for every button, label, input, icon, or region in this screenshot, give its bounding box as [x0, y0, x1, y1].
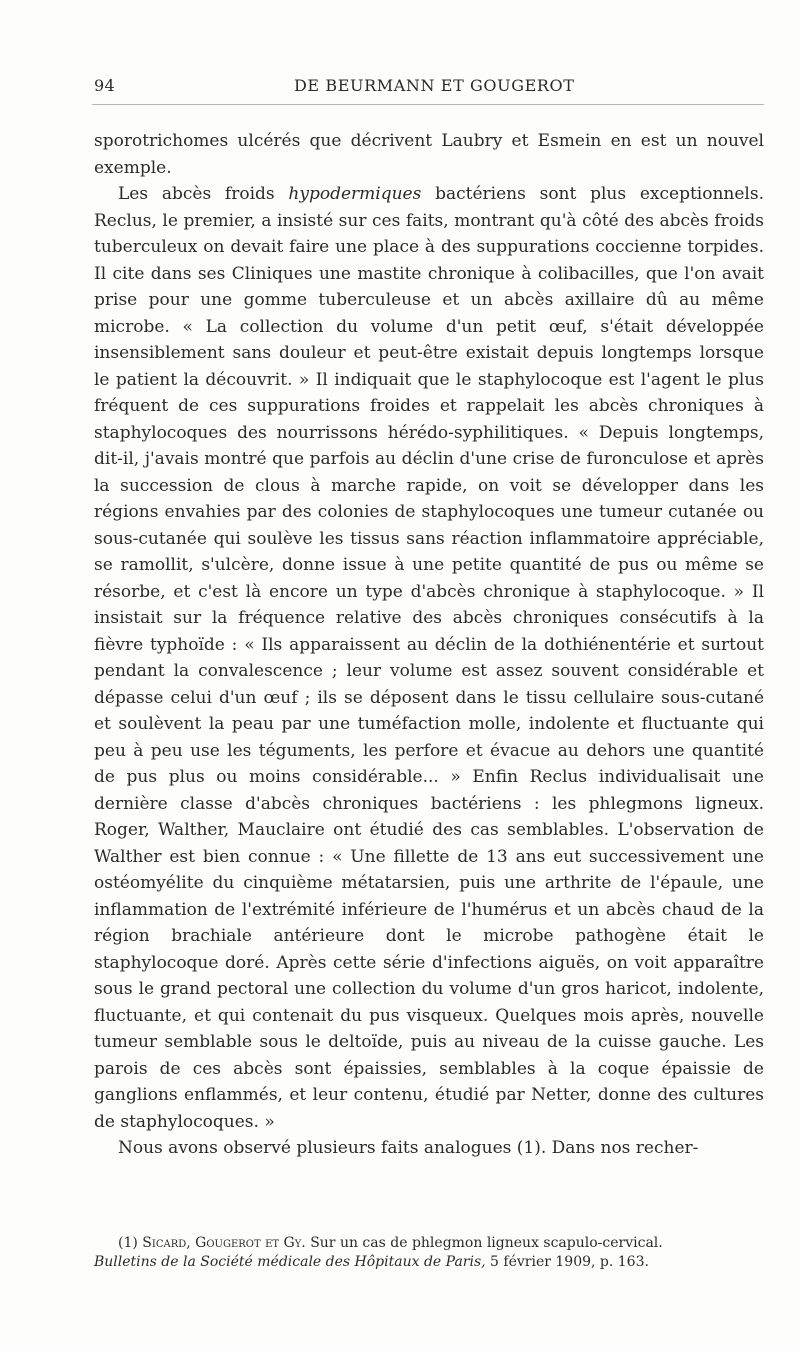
paragraph-3: Nous avons observé plusieurs faits analogues (1). Dans nos recher-	[118, 1138, 699, 1158]
running-head	[94, 76, 764, 102]
page-number: 94	[94, 76, 115, 95]
footnote-authors: Sicard, Gougerot et Gy.	[142, 1235, 306, 1251]
paragraph-2-rest: bactériens sont plus exceptionnels. Reclus, le premier, a insisté sur ces faits, montrant qu'à côté des abcès froids tuberculeux on devait faire une place à des suppurations coccienne torpides. Il cite dans ses Cliniques une mastite chronique à colibacilles, que l'on avait prise pour une gomme tuberculeuse et un abcès axillaire dû au même microbe. « La collection du volume d'un petit œuf, s'était développée insensiblement sans douleur et peut-être existait depuis longtemps lorsque le patient la découvrit. » Il indiquait que le staphylocoque est l'agent le plus fréquent de ces suppurations froides et rappelait les abcès chroniques à staphylocoques des nourrissons hérédo-syphilitiques. « Depuis longtemps, dit-il, j'avais montré que parfois au déclin d'une crise de furonculose et après la succession de clous à marche rapide, on voit se développer dans les régions envahies par des colonies de staphylocoques une tumeur cutanée ou sous-cutanée qui soulève les tissus sans réaction inflammatoire appréciable, se ramollit, s'ulcère, donne issue à une petite quantité de pus ou même se résorbe, et c'est là encore un type d'abcès chronique à staphylocoque. » Il insistait sur la fréquence relative des abcès chroniques consécutifs à la fièvre typhoïde : « Ils apparaissent au déclin de la dothiénentérie et surtout pendant la convalescence ; leur volume est assez souvent considérable et dépasse celui d'un œuf ; ils se déposent dans le tissu cellulaire sous-cutané et soulèvent la peau par une tuméfaction molle, indolente et fluctuante qui peu à peu use les téguments, les perfore et évacue au dehors une quantité de pus plus ou moins considérable... » Enfin Reclus individualisait une dernière classe d'abcès chroniques bactériens : les phlegmons ligneux. Roger, Walther, Mauclaire ont étudié des cas semblables. L'observation de Walther est bien connue : « Une fillette de 13 ans eut successivement une ostéomyélite du cinquième métatarsien, puis une arthrite de l'épaule, une inflammation de l'extrémité inférieure de l'humérus et un abcès chaud de la région brachiale antérieure dont le microbe pathogène était le staphylocoque doré. Après cette série d'infections aiguës, on voit apparaître sous le grand pectoral une collection du volume d'un gros haricot, indolente, fluctuante, et qui contenait du pus visqueux. Quelques mois après, nouvelle tumeur semblable sous le deltoïde, puis au niveau de la cuisse gauche. Les parois de ces abcès sont épaissies, semblables à la coque épaissie de ganglions enflammés, et leur contenu, étudié par Netter, donne des cultures de staphylocoques. »	[94, 184, 764, 1132]
footnote-marker: (1)	[118, 1235, 143, 1251]
footnote-entry	[94, 1234, 764, 1272]
body-text	[94, 128, 764, 1162]
footnote-journal: Bulletins de la Société médicale des Hôpitaux de Paris,	[94, 1254, 486, 1270]
running-title: DE BEURMANN ET GOUGEROT	[294, 76, 575, 95]
italic-term: hypodermiques	[288, 184, 422, 204]
footnote-text: Sur un cas de phlegmon ligneux scapulo-cervical.	[305, 1235, 663, 1251]
paragraph-2	[94, 181, 764, 1135]
footnote-citation: 5 février 1909, p. 163.	[485, 1254, 649, 1270]
paragraph-2-start: Les abcès froids	[118, 184, 289, 204]
header-rule	[92, 104, 764, 105]
paragraph-1: sporotrichomes ulcérés que décrivent Laubry et Esmein en est un nouvel exemple.	[94, 131, 764, 178]
footnote	[94, 1234, 764, 1272]
